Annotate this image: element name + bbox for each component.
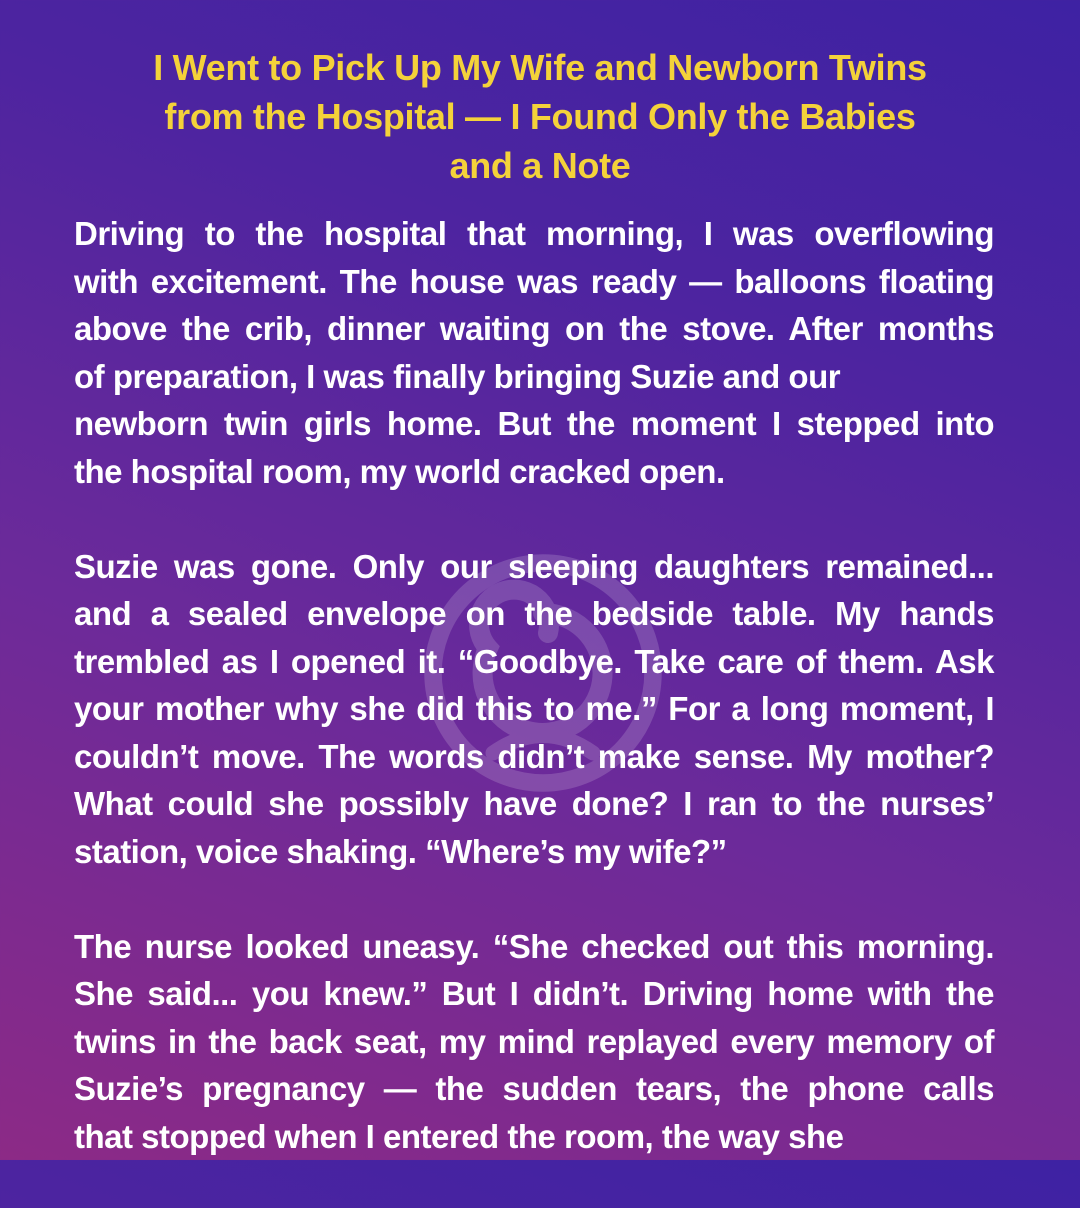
- text-line: twins in the back seat, my mind replayed every memory of: [74, 1022, 994, 1060]
- article-body: [74, 210, 994, 1208]
- text-line: the hospital room, my world cracked open.: [74, 452, 725, 490]
- text-line: couldn’t move. The words didn’t make sense. My mother?: [74, 737, 994, 775]
- text-line: with excitement. The house was ready — balloons floating: [74, 262, 994, 300]
- text-line: trembled as I opened it. “Goodbye. Take care of them. Ask: [74, 642, 994, 680]
- title-line: from the Hospital — I Found Only the Babies: [164, 96, 916, 137]
- text-line: She said... you knew.” But I didn’t. Driving home with the: [74, 975, 994, 1012]
- paragraph-3: [74, 923, 994, 1161]
- text-line: station, voice shaking. “Where’s my wife?”: [74, 832, 727, 870]
- text-line: What could she possibly have done? I ran to the nurses’: [74, 785, 994, 822]
- paragraph-2: [74, 543, 994, 876]
- text-line: and a sealed envelope on the bedside table. My hands: [74, 595, 994, 632]
- text-line: of preparation, I was finally bringing Suzie and our: [74, 357, 841, 395]
- text-line: that stopped when I entered the room, the way she: [74, 1117, 844, 1155]
- text-line: Suzie was gone. Only our sleeping daughters remained...: [74, 547, 994, 585]
- paragraph-1: [74, 210, 994, 495]
- text-line: Driving to the hospital that morning, I was overflowing: [74, 215, 994, 252]
- text-line: Suzie’s pregnancy — the sudden tears, the phone calls: [74, 1070, 994, 1107]
- text-line: newborn twin girls home. But the moment I stepped into: [74, 405, 994, 442]
- title-line: I Went to Pick Up My Wife and Newborn Twins: [153, 47, 927, 88]
- text-line: above the crib, dinner waiting on the stove. After months: [74, 310, 994, 347]
- text-line: your mother why she did this to me.” For a long moment, I: [74, 690, 994, 727]
- article-title: [100, 43, 980, 190]
- title-line: and a Note: [449, 145, 631, 186]
- text-line: The nurse looked uneasy. “She checked out this morning.: [74, 927, 994, 965]
